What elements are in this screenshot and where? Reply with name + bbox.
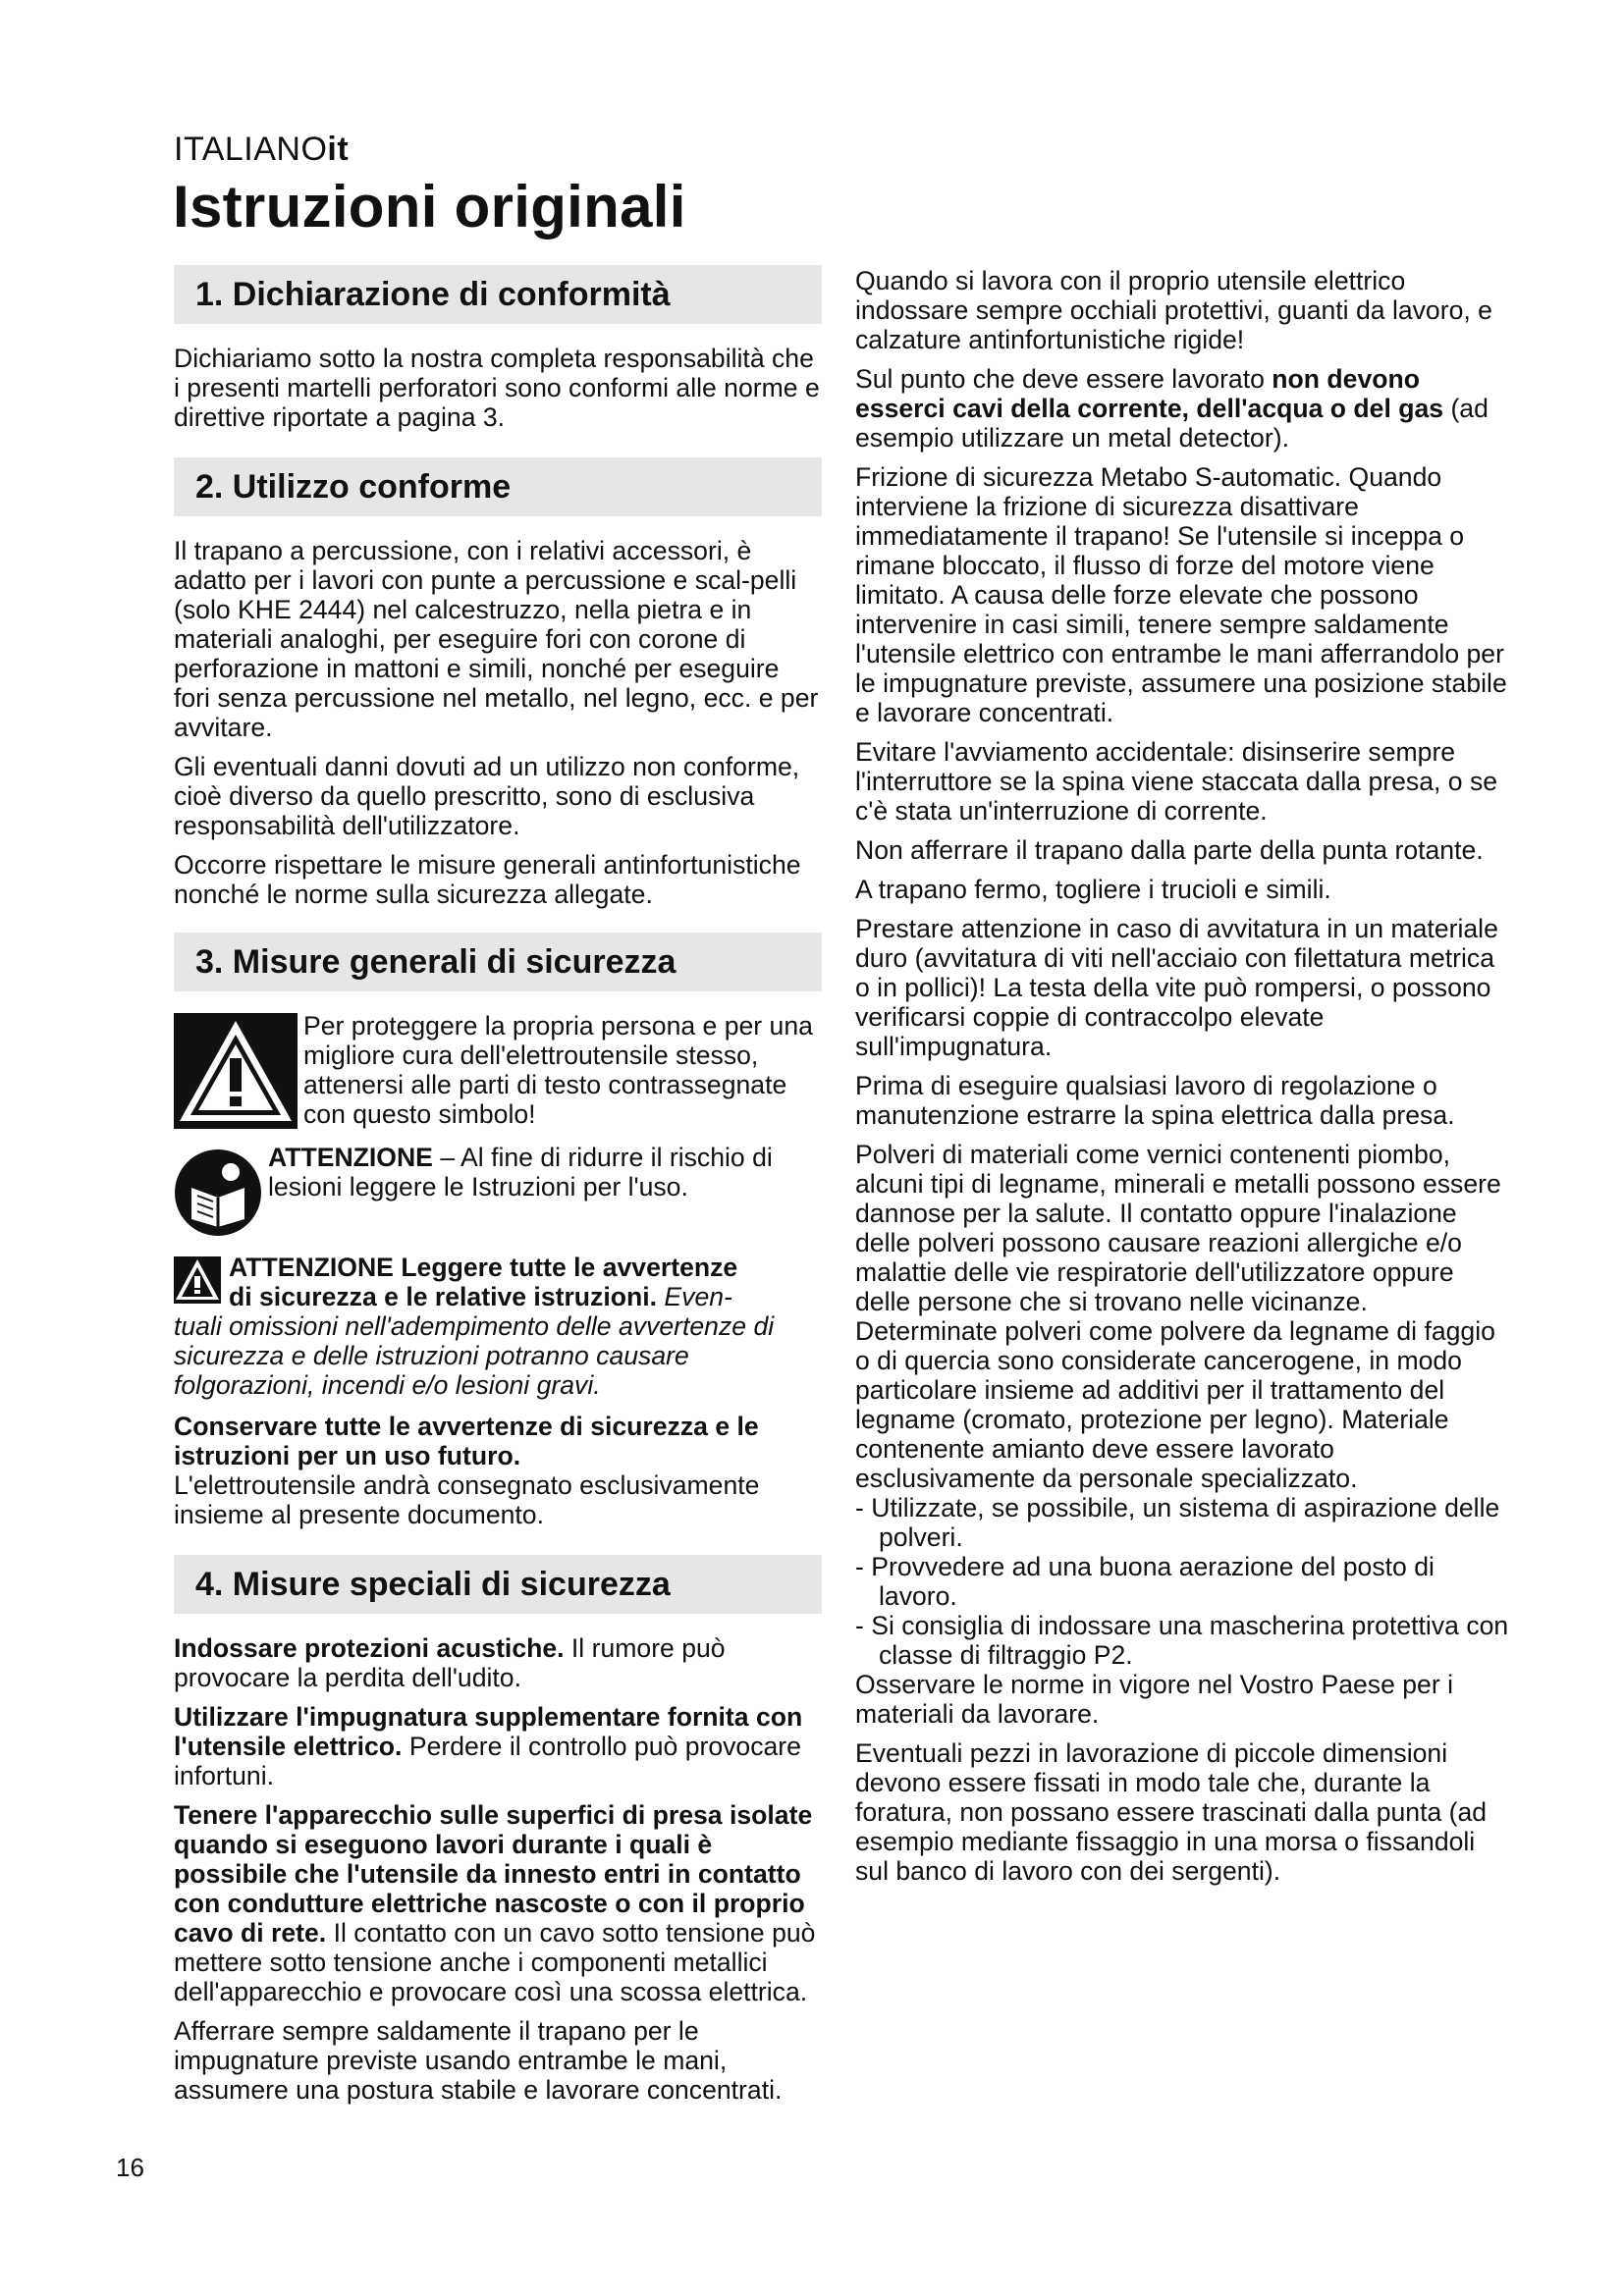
- attention-text: [268, 1143, 822, 1201]
- language-name: ITALIANO: [174, 131, 328, 168]
- paragraph: Afferrare sempre saldamente il trapano per le impugnature previste usando entrambe le mani, assumere una postura stabile e lavorare concentrati.: [174, 2016, 783, 2105]
- attention-read-warnings-block: [174, 1253, 822, 1400]
- body-text: Il contatto con un cavo sotto tensione può mettere sotto tensione anche i componenti metallici dell'apparecchio e provocare così una scossa elettrica.: [174, 1918, 816, 2006]
- paragraph: Polveri di materiali come vernici contenenti piombo, alcuni tipi di legname, minerali e metalli possono essere dannose per la salute. Il contatto oppure l'inalazione delle polveri possono causare reazioni allergiche e/o malattie delle vie respiratorie dell'utilizzatore oppure delle persone che si trovano nelle vicinanze.: [855, 1140, 1501, 1316]
- page-title: Istruzioni originali: [173, 174, 686, 240]
- paragraph: [174, 1633, 822, 1692]
- paragraph: Gli eventuali danni dovuti ad un utilizzo non conforme, cioè diverso da quello prescritto, sono di esclusiva responsabilità dell'utilizzatore.: [174, 752, 800, 840]
- paragraph: [855, 364, 1513, 453]
- keep-bold: Conservare tutte le avvertenze di sicurezza e le istruzioni per un uso futuro.: [174, 1412, 759, 1470]
- read-manual-icon: [174, 1148, 262, 1237]
- section-heading-general-safety: 3. Misure generali di sicurezza: [174, 933, 822, 991]
- attention-italic-1: Even-: [657, 1282, 732, 1311]
- attention-bold-2: di sicurezza e le relative istruzioni.: [229, 1282, 658, 1311]
- paragraph: Occorre rispettare le misure generali antinfortunistiche nonché le norme sulla sicurezza allegate.: [174, 850, 801, 909]
- warning-text: Per proteggere la propria persona e per una migliore cura dell'elettroutensile stesso, attenersi alle parti di testo contrassegnate con questo simbolo!: [303, 1011, 813, 1129]
- paragraph: [174, 1702, 822, 1790]
- attention-read-manual-block: [174, 1143, 822, 1237]
- paragraph: L'elettroutensile andrà consegnato esclusivamente insieme al presente documento.: [174, 1470, 760, 1529]
- paragraph: Frizione di sicurezza Metabo S-automatic. Quando interviene la frizione di sicurezza disattivare immediatamente il trapano! Se l'utensile si inceppa o rimane bloccato, il flusso di forze del motore viene limitato. A causa delle forze elevate che possono intervenire in casi simili, tenere sempre saldamente l'utensile elettrico con entrambe le mani afferrandolo per le impugnature previste, assumere una posizione stabile e lavorare concentrati.: [855, 462, 1507, 727]
- body-text: Perdere il controllo può provocare infortuni.: [174, 1732, 801, 1790]
- page-number: 16: [116, 2153, 144, 2182]
- paragraph: Quando si lavora con il proprio utensile elettrico indossare sempre occhiali protettivi, guanti da lavoro, e calzature antinfortunistiche rigide!: [855, 266, 1492, 354]
- language-label: [174, 131, 349, 169]
- language-code: it: [327, 131, 350, 168]
- body-text: Il rumore può provocare la perdita dell'udito.: [174, 1633, 726, 1692]
- body-text: Sul punto che deve essere lavorato: [855, 364, 1272, 394]
- bold-text: non devono esserci cavi della corrente, dell'acqua o del gas: [855, 364, 1444, 423]
- paragraph: Dichiariamo sotto la nostra completa responsabilità che i presenti martelli perforatori sono conformi alle norme e direttive riportate a pagina 3.: [174, 344, 820, 432]
- paragraph: Non afferrare il trapano dalla parte della punta rotante.: [855, 835, 1484, 865]
- paragraph: Osservare le norme in vigore nel Vostro Paese per i materiali da lavorare.: [855, 1670, 1453, 1729]
- paragraph: Prima di eseguire qualsiasi lavoro di regolazione o manutenzione estrarre la spina elettrica dalla presa.: [855, 1071, 1455, 1130]
- bold-text: Utilizzare l'impugnatura supplementare fornita con l'utensile elettrico.: [174, 1702, 803, 1761]
- list-item: - Provvedere ad una buona aerazione del posto di lavoro.: [855, 1552, 1435, 1611]
- attention-bold-1: ATTENZIONE Leggere tutte le avvertenze: [229, 1253, 738, 1282]
- paragraph: [174, 1800, 822, 2006]
- list-item: - Utilizzate, se possibile, un sistema di aspirazione delle polveri.: [855, 1493, 1500, 1552]
- bold-text: Tenere l'apparecchio sulle superfici di presa isolate quando si eseguono lavori durante i quali è possibile che l'utensile da innesto entri in contatto con condutture elettriche nascoste o con il proprio cavo di rete.: [174, 1800, 813, 1948]
- paragraph: Il trapano a percussione, con i relativi accessori, è adatto per i lavori con punte a percussione e scal-pelli (solo KHE 2444) nel calcestruzzo, nella pietra e in materiali analoghi, per eseguire fori con corone di perforazione in mattoni e simili, nonché per eseguire fori senza percussione nel metallo, nel legno, ecc. e per avvitare.: [174, 536, 819, 742]
- bold-text: Indossare protezioni acustiche.: [174, 1633, 565, 1663]
- paragraph: Determinate polveri come polvere da legname di faggio o di quercia sono considerate cancerogene, in modo particolare insieme ad additivi per il trattamento del legname (cromato, protezione per legno). Materiale contenente amianto deve essere lavorato esclusivamente da personale specializzato.: [855, 1316, 1495, 1493]
- attention-line-2: [229, 1282, 822, 1311]
- attention-line-1: [229, 1253, 822, 1282]
- warning-triangle-icon: [174, 1256, 221, 1304]
- attention-italic-2: tuali omissioni nell'adempimento delle avvertenze di sicurezza e delle istruzioni potranno causare folgorazioni, incendi e/o lesioni gravi.: [174, 1311, 775, 1400]
- attention-body: – Al fine di ridurre il rischio di lesioni leggere le Istruzioni per l'uso.: [268, 1143, 773, 1201]
- paragraph: Prestare attenzione in caso di avvitatura in un materiale duro (avvitatura di viti nell'acciaio con filettatura metrica o in pollici)! La testa della vite può rompersi, o possono verificarsi coppie di contraccolpo elevate sull'impugnatura.: [855, 914, 1498, 1061]
- left-column: [174, 265, 822, 2114]
- section-heading-conformity: 1. Dichiarazione di conformità: [174, 265, 822, 324]
- attention-label: ATTENZIONE: [268, 1143, 433, 1172]
- list-item: - Si consiglia di indossare una mascherina protettiva con classe di filtraggio P2.: [855, 1611, 1509, 1670]
- body-text: (ad esempio utilizzare un metal detector).: [855, 394, 1489, 453]
- warning-triangle-icon: [174, 1013, 298, 1129]
- paragraph: A trapano fermo, togliere i trucioli e simili.: [855, 875, 1331, 904]
- paragraph: Eventuali pezzi in lavorazione di piccole dimensioni devono essere fissati in modo tale che, durante la foratura, non possano essere trascinati dalla punta (ad esempio mediante fissaggio in una morsa o fissandoli sul banco di lavoro con dei sergenti).: [855, 1738, 1488, 1886]
- section-heading-intended-use: 2. Utilizzo conforme: [174, 457, 822, 516]
- warning-symbol-block: [174, 1011, 822, 1135]
- paragraph: Evitare l'avviamento accidentale: disinserire sempre l'interruttore se la spina viene staccata dalla presa, o se c'è stata un'interruzione di corrente.: [855, 737, 1498, 826]
- right-column: [855, 266, 1513, 1896]
- section-heading-special-safety: 4. Misure speciali di sicurezza: [174, 1555, 822, 1614]
- keep-instructions: [174, 1412, 822, 1470]
